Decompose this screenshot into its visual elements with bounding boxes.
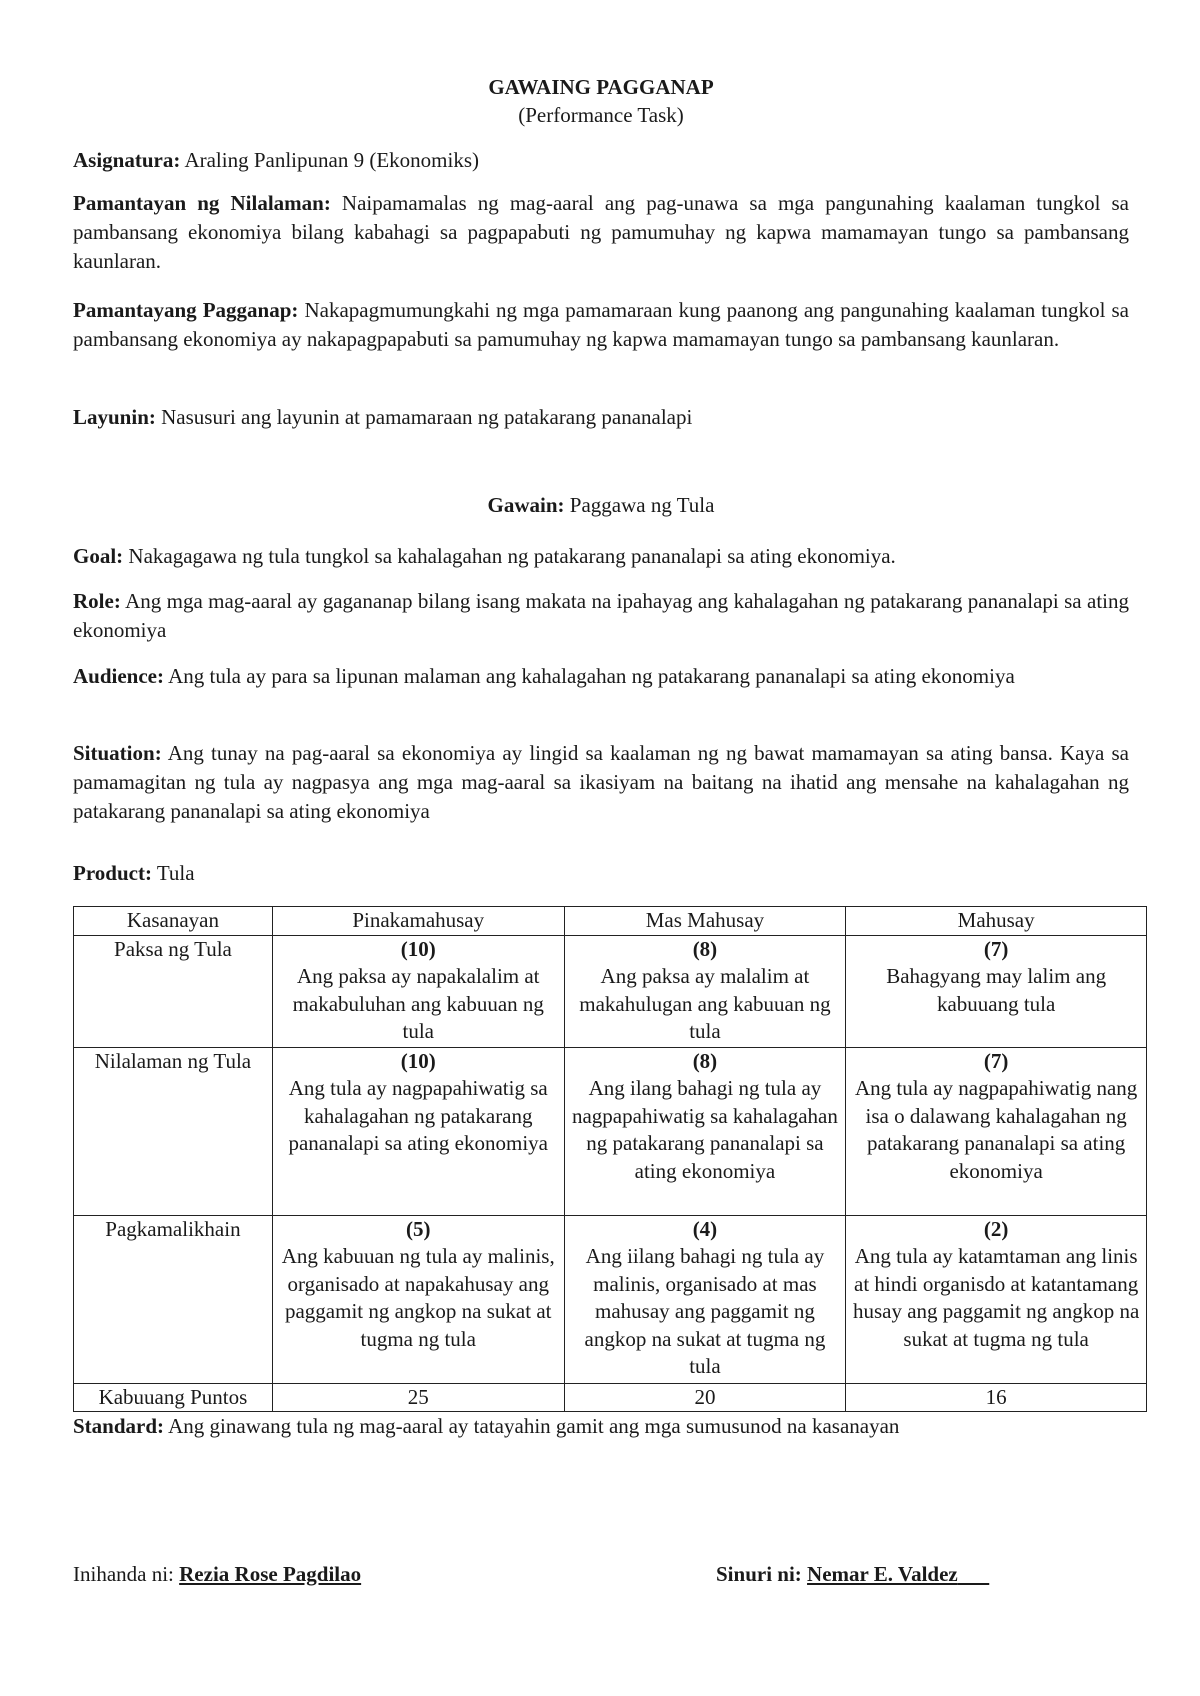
rubric-cell [272, 1047, 564, 1215]
page-subtitle: (Performance Task) [518, 103, 684, 127]
page-title: GAWAING PAGGANAP [488, 75, 714, 99]
score: (8) [692, 936, 718, 961]
prepared-by [73, 1560, 361, 1588]
description: Ang paksa ay malalim at makahulugan ang kabuuan ng tula [579, 964, 831, 1043]
checked-by-name: Nemar E. Valdez [807, 1562, 958, 1586]
asignatura-field [73, 146, 1129, 175]
situation-label: Situation: [73, 741, 162, 765]
description: Bahagyang may lalim ang kabuuang tula [886, 964, 1107, 1016]
header-kasanayan: Kasanayan [74, 907, 273, 936]
checked-by-label: Sinuri ni: [716, 1562, 802, 1586]
rubric-cell [846, 1047, 1147, 1215]
audience-label: Audience: [73, 664, 164, 688]
criterion-cell: Pagkamalikhain [74, 1215, 273, 1383]
rubric-cell [564, 935, 846, 1047]
prepared-by-label: Inihanda ni: [73, 1562, 174, 1586]
audience-field [73, 662, 1129, 691]
layunin-label: Layunin: [73, 405, 156, 429]
role-label: Role: [73, 589, 121, 613]
description: Ang tula ay katamtaman ang linis at hindi organisdo at katantamang husay ang paggamit ng angkop na sukat at tugma ng tula [852, 1244, 1140, 1351]
total-pinakamahusay: 25 [272, 1383, 564, 1412]
header-mahusay: Mahusay [846, 907, 1147, 936]
criterion-cell: Paksa ng Tula [74, 935, 273, 1047]
description: Ang tula ay nagpapahiwatig sa kahalagahan ng patakarang pananalapi sa ating ekonomiya [288, 1076, 548, 1155]
pamantayang-pagganap-label: Pamantayang Pagganap: [73, 298, 299, 322]
rubric-cell [846, 935, 1147, 1047]
prepared-by-name: Rezia Rose Pagdilao [179, 1562, 362, 1586]
asignatura-value: Araling Panlipunan 9 (Ekonomiks) [184, 148, 479, 172]
gawain-field [73, 491, 1129, 520]
product-label: Product: [73, 861, 152, 885]
rubric-cell [846, 1215, 1147, 1383]
pamantayan-nilalaman-value: Naipamamalas ng mag-aaral ang pag-unawa sa mga pangunahing kaalaman tungkol sa pambansang ekonomiya bilang kabahagi sa pagpapabuti ng pamumuhay ng kapwa mamamayan tungo sa pambansang kaunlaran. [73, 191, 1130, 273]
rubric-cell [272, 1215, 564, 1383]
total-mahusay: 16 [846, 1383, 1147, 1412]
pamantayang-pagganap-value: Nakapagmumungkahi ng mga pamamaraan kung paanong ang pangunahing kaalaman tungkol sa pambansang ekonomiya ay nakapagpapabuti sa pamumuhay ng kapwa mamamayan tungo sa pambansang kaunlaran. [73, 298, 1129, 351]
description: Ang kabuuan ng tula ay malinis, organisado at napakahusay ang paggamit ng angkop na sukat at tugma ng tula [281, 1244, 555, 1351]
rubric-cell [564, 1215, 846, 1383]
description: Ang tula ay nagpapahiwatig nang isa o dalawang kahalagahan ng patakarang pananalapi sa ating ekonomiya [855, 1076, 1138, 1183]
pamantayan-nilalaman-field [73, 189, 1129, 276]
pamantayang-pagganap-field [73, 296, 1129, 354]
total-mas-mahusay: 20 [564, 1383, 846, 1412]
goal-label: Goal: [73, 544, 124, 568]
rubric-cell [564, 1047, 846, 1215]
pamantayan-nilalaman-label: Pamantayan ng Nilalaman: [73, 191, 331, 215]
role-value: Ang mga mag-aaral ay gagananap bilang isang makata na ipahayag ang kahalagahan ng patakarang pananalapi sa ating ekonomiya [73, 589, 1129, 642]
score: (2) [983, 1216, 1009, 1241]
checked-by [716, 1560, 989, 1588]
header-mas-mahusay: Mas Mahusay [564, 907, 846, 936]
score: (7) [983, 936, 1009, 961]
standard-label: Standard: [73, 1414, 165, 1438]
rubric-cell [272, 935, 564, 1047]
description: Ang paksa ay napakalalim at makabuluhan ang kabuuan ng tula [292, 964, 544, 1043]
goal-field [73, 542, 1129, 571]
audience-value: Ang tula ay para sa lipunan malaman ang kahalagahan ng patakarang pananalapi sa ating ekonomiya [168, 664, 1015, 688]
description: Ang iilang bahagi ng tula ay malinis, organisado at mas mahusay ang paggamit ng angkop na sukat at tugma ng tula [584, 1244, 826, 1378]
table-row [74, 935, 1147, 1047]
layunin-field [73, 403, 1129, 432]
table-row [74, 1047, 1147, 1215]
asignatura-label: Asignatura: [73, 148, 181, 172]
header [73, 73, 1129, 129]
layunin-value: Nasusuri ang layunin at pamamaraan ng patakarang pananalapi [161, 405, 693, 429]
rubric-table [73, 906, 1147, 1412]
gawain-value: Paggawa ng Tula [569, 493, 715, 517]
description: Ang ilang bahagi ng tula ay nagpapahiwatig sa kahalagahan ng patakarang pananalapi sa ating ekonomiya [571, 1076, 838, 1183]
criterion-cell: Nilalaman ng Tula [74, 1047, 273, 1215]
role-field [73, 587, 1129, 645]
situation-value: Ang tunay na pag-aaral sa ekonomiya ay lingid sa kaalaman ng ng bawat mamamayan sa ating bansa. Kaya sa pamamagitan ng tula ay nagpasya ang mga mag-aaral sa ikasiyam na baitang na ihatid ang mensahe na kahalagahan ng patakarang pananalapi sa ating ekonomiya [73, 741, 1129, 823]
score: (4) [692, 1216, 718, 1241]
standard-value: Ang ginawang tula ng mag-aaral ay tatayahin gamit ang mga sumusunod na kasanayan [168, 1414, 900, 1438]
total-label: Kabuuang Puntos [74, 1383, 273, 1412]
score: (8) [692, 1048, 718, 1073]
standard-field [73, 1412, 1129, 1441]
score: (10) [400, 936, 436, 961]
header-pinakamahusay: Pinakamahusay [272, 907, 564, 936]
situation-field [73, 739, 1129, 826]
goal-value: Nakagagawa ng tula tungkol sa kahalagahan ng patakarang pananalapi sa ating ekonomiya. [128, 544, 896, 568]
gawain-label: Gawain: [487, 493, 565, 517]
score: (5) [405, 1216, 431, 1241]
rubric-header-row [74, 907, 1147, 936]
product-field [73, 859, 1129, 888]
total-row [74, 1383, 1147, 1412]
score: (7) [983, 1048, 1009, 1073]
product-value: Tula [156, 861, 195, 885]
score: (10) [400, 1048, 436, 1073]
table-row [74, 1215, 1147, 1383]
